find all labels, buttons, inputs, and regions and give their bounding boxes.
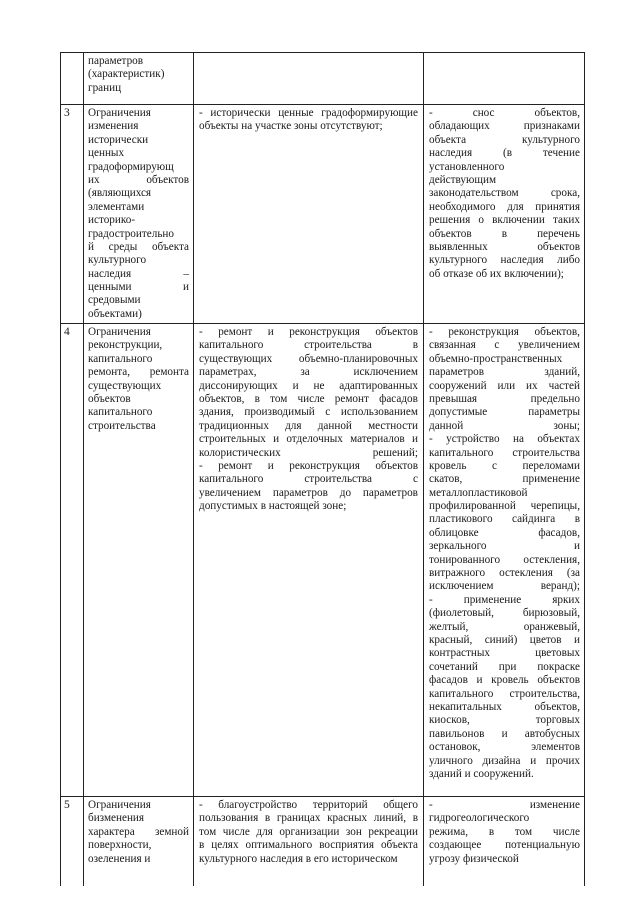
text-line: желтый, оранжевый, — [429, 620, 580, 633]
text-line: угрозу физической — [429, 852, 519, 865]
text-line: профилированной черепицы, — [429, 500, 580, 513]
text-line: градостроительно — [88, 227, 174, 240]
text-line: капитального строительства с — [199, 473, 418, 486]
text-line: кровель с переломами — [429, 459, 580, 472]
table-vertical-rule — [60, 52, 61, 886]
text-line: существующих объемно-планировочных — [199, 352, 418, 365]
text-line: Ограничения — [88, 799, 151, 811]
text-line: допустимых в настоящей зоне; — [199, 500, 347, 513]
text-line: данной зоны; — [429, 419, 580, 432]
row-number: 5 — [64, 799, 70, 811]
table-cell-col2 — [199, 107, 418, 134]
text-line: Ограничения — [88, 326, 151, 338]
text-line: красный, синий) цветов и — [429, 633, 580, 646]
text-line: их объектов — [88, 173, 189, 186]
text-line: культурного наследия либо — [429, 254, 580, 267]
text-line: некапитальных объектов, — [429, 700, 580, 713]
text-line: строительных и отделочных материалов и — [199, 433, 418, 446]
text-line: параметров — [88, 55, 144, 67]
text-line: капитального строительства, — [429, 687, 580, 700]
text-line: бизменения — [88, 812, 145, 825]
text-line: параметрах, за исключением — [199, 366, 418, 379]
table-cell-col3 — [429, 326, 580, 781]
text-line: историко- — [88, 214, 136, 227]
text-line: й среды объекта — [88, 240, 189, 253]
table-vertical-rule — [423, 52, 424, 886]
text-line: - исторически ценные градоформирующие — [199, 107, 418, 119]
text-line: объемно-пространственных — [429, 352, 563, 365]
text-line: - реконструкция объектов, — [429, 326, 580, 338]
text-line: установленного — [429, 160, 505, 173]
text-line: связанная с увеличением — [429, 339, 580, 352]
text-line: решения о включении таких — [429, 214, 580, 227]
table-vertical-rule — [193, 52, 194, 886]
text-line: существующих — [88, 379, 162, 392]
text-line: (фиолетовый, бирюзовый, — [429, 607, 580, 620]
table-cell-col1 — [88, 799, 189, 866]
text-line: (характеристик) — [88, 68, 165, 81]
text-line: объекты на участке зоны отсутствуют; — [199, 120, 383, 133]
table-cell-col1 — [88, 107, 189, 321]
text-line: сооружений или их частей — [429, 379, 580, 392]
text-line: в целях оптимального восприятия объекта — [199, 839, 418, 852]
text-line: зданий и сооружений. — [429, 767, 534, 780]
text-line: том числе для организации зон рекреации — [199, 825, 418, 838]
text-line: превышая предельно — [429, 392, 580, 405]
text-line: объектами) — [88, 307, 142, 320]
text-line: законодательством срока, — [429, 187, 580, 200]
text-line: тонированного остекления, — [429, 553, 580, 566]
text-line: зеркального и — [429, 540, 580, 553]
text-line: ремонта, ремонта — [88, 366, 189, 379]
text-line: характера земной — [88, 825, 189, 838]
table-horizontal-rule — [60, 52, 585, 53]
text-line: обладающих признаками — [429, 120, 580, 133]
table-horizontal-rule — [60, 323, 585, 324]
text-line: параметров зданий, — [429, 366, 580, 379]
text-line: выявленных объектов — [429, 240, 580, 253]
table-cell-col3 — [429, 799, 580, 866]
text-line: капитального строительства — [429, 446, 580, 459]
table-cell-col1 — [88, 326, 189, 433]
text-line: диссонирующих и не адаптированных — [199, 379, 418, 392]
text-line: гидрогеологического — [429, 812, 530, 825]
text-line: элементами — [88, 200, 145, 213]
text-line: - благоустройство территорий общего — [199, 799, 418, 811]
text-line: объектов, в том числе ремонт фасадов — [199, 392, 418, 405]
text-line: - ремонт и реконструкция объектов — [199, 326, 418, 338]
text-line: Ограничения — [88, 107, 151, 119]
text-line: наследия (в течение — [429, 147, 580, 160]
text-line: остановок, элементов — [429, 741, 580, 754]
text-line: павильонов и автобусных — [429, 727, 580, 740]
text-line: - устройство на объектах — [429, 433, 580, 446]
text-line: пластикового сайдинга в — [429, 513, 580, 526]
table-vertical-rule — [584, 52, 585, 886]
text-line: границ — [88, 81, 122, 94]
text-line: создающее потенциальную — [429, 839, 580, 852]
text-line: уличного дизайна и прочих — [429, 754, 580, 767]
text-line: ценными и — [88, 281, 189, 294]
text-line: поверхности, — [88, 839, 152, 852]
table-horizontal-rule — [60, 104, 585, 105]
text-line: об отказе об их включении); — [429, 267, 564, 280]
text-line: капитального — [88, 406, 153, 419]
table-cell-col2 — [199, 326, 418, 513]
text-line: средовыми — [88, 294, 141, 307]
text-line: киосков, торговых — [429, 714, 580, 727]
text-line: скатов, применение — [429, 473, 580, 486]
text-line: изменения — [88, 120, 139, 133]
text-line: колористических решений; — [199, 446, 418, 459]
text-line: необходимого для принятия — [429, 200, 580, 213]
text-line: озеленения и — [88, 852, 151, 865]
text-line: увеличением параметров до параметров — [199, 486, 418, 499]
text-line: облицовке фасадов, — [429, 526, 580, 539]
text-line: объектов — [88, 392, 131, 405]
row-number: 3 — [64, 107, 70, 119]
table-cell-col3 — [429, 107, 580, 281]
text-line: ценных — [88, 147, 125, 160]
row-number: 4 — [64, 326, 70, 338]
table-vertical-rule — [83, 52, 84, 886]
table-cell-col2 — [199, 799, 418, 866]
text-line: реконструкции, — [88, 339, 163, 352]
text-line: металлопластиковой — [429, 486, 528, 499]
text-line: пользования в границах красных линий, в — [199, 812, 418, 825]
text-line: исключением веранд); — [429, 580, 580, 593]
text-line: культурного — [88, 254, 147, 267]
text-line: режима, в том числе — [429, 825, 580, 838]
text-line: (являющихся — [88, 187, 152, 200]
text-line: наследия – — [88, 267, 189, 280]
text-line: - изменение — [429, 799, 580, 811]
text-line: контрастных цветовых — [429, 647, 580, 660]
text-line: действующим — [429, 173, 497, 186]
text-line: капитального строительства в — [199, 339, 418, 352]
text-line: объектов в перечень — [429, 227, 580, 240]
table-horizontal-rule — [60, 796, 585, 797]
text-line: градоформирующ — [88, 160, 174, 173]
text-line: фасадов и кровель объектов — [429, 674, 580, 687]
text-line: культурного наследия в его историческом — [199, 852, 398, 865]
text-line: строительства — [88, 419, 156, 432]
table-cell-col1 — [88, 55, 189, 95]
text-line: капитального — [88, 352, 153, 365]
text-line: сочетаний при покраске — [429, 660, 580, 673]
text-line: - ремонт и реконструкция объектов — [199, 459, 418, 472]
text-line: - применение ярких — [429, 593, 580, 606]
text-line: исторически — [88, 133, 149, 146]
text-line: допустимые параметры — [429, 406, 580, 419]
text-line: - снос объектов, — [429, 107, 580, 119]
text-line: традиционных для данной местности — [199, 419, 418, 432]
text-line: объекта культурного — [429, 133, 580, 146]
text-line: здания, производимый с использованием — [199, 406, 418, 419]
text-line: витражного остекления (за — [429, 567, 580, 580]
